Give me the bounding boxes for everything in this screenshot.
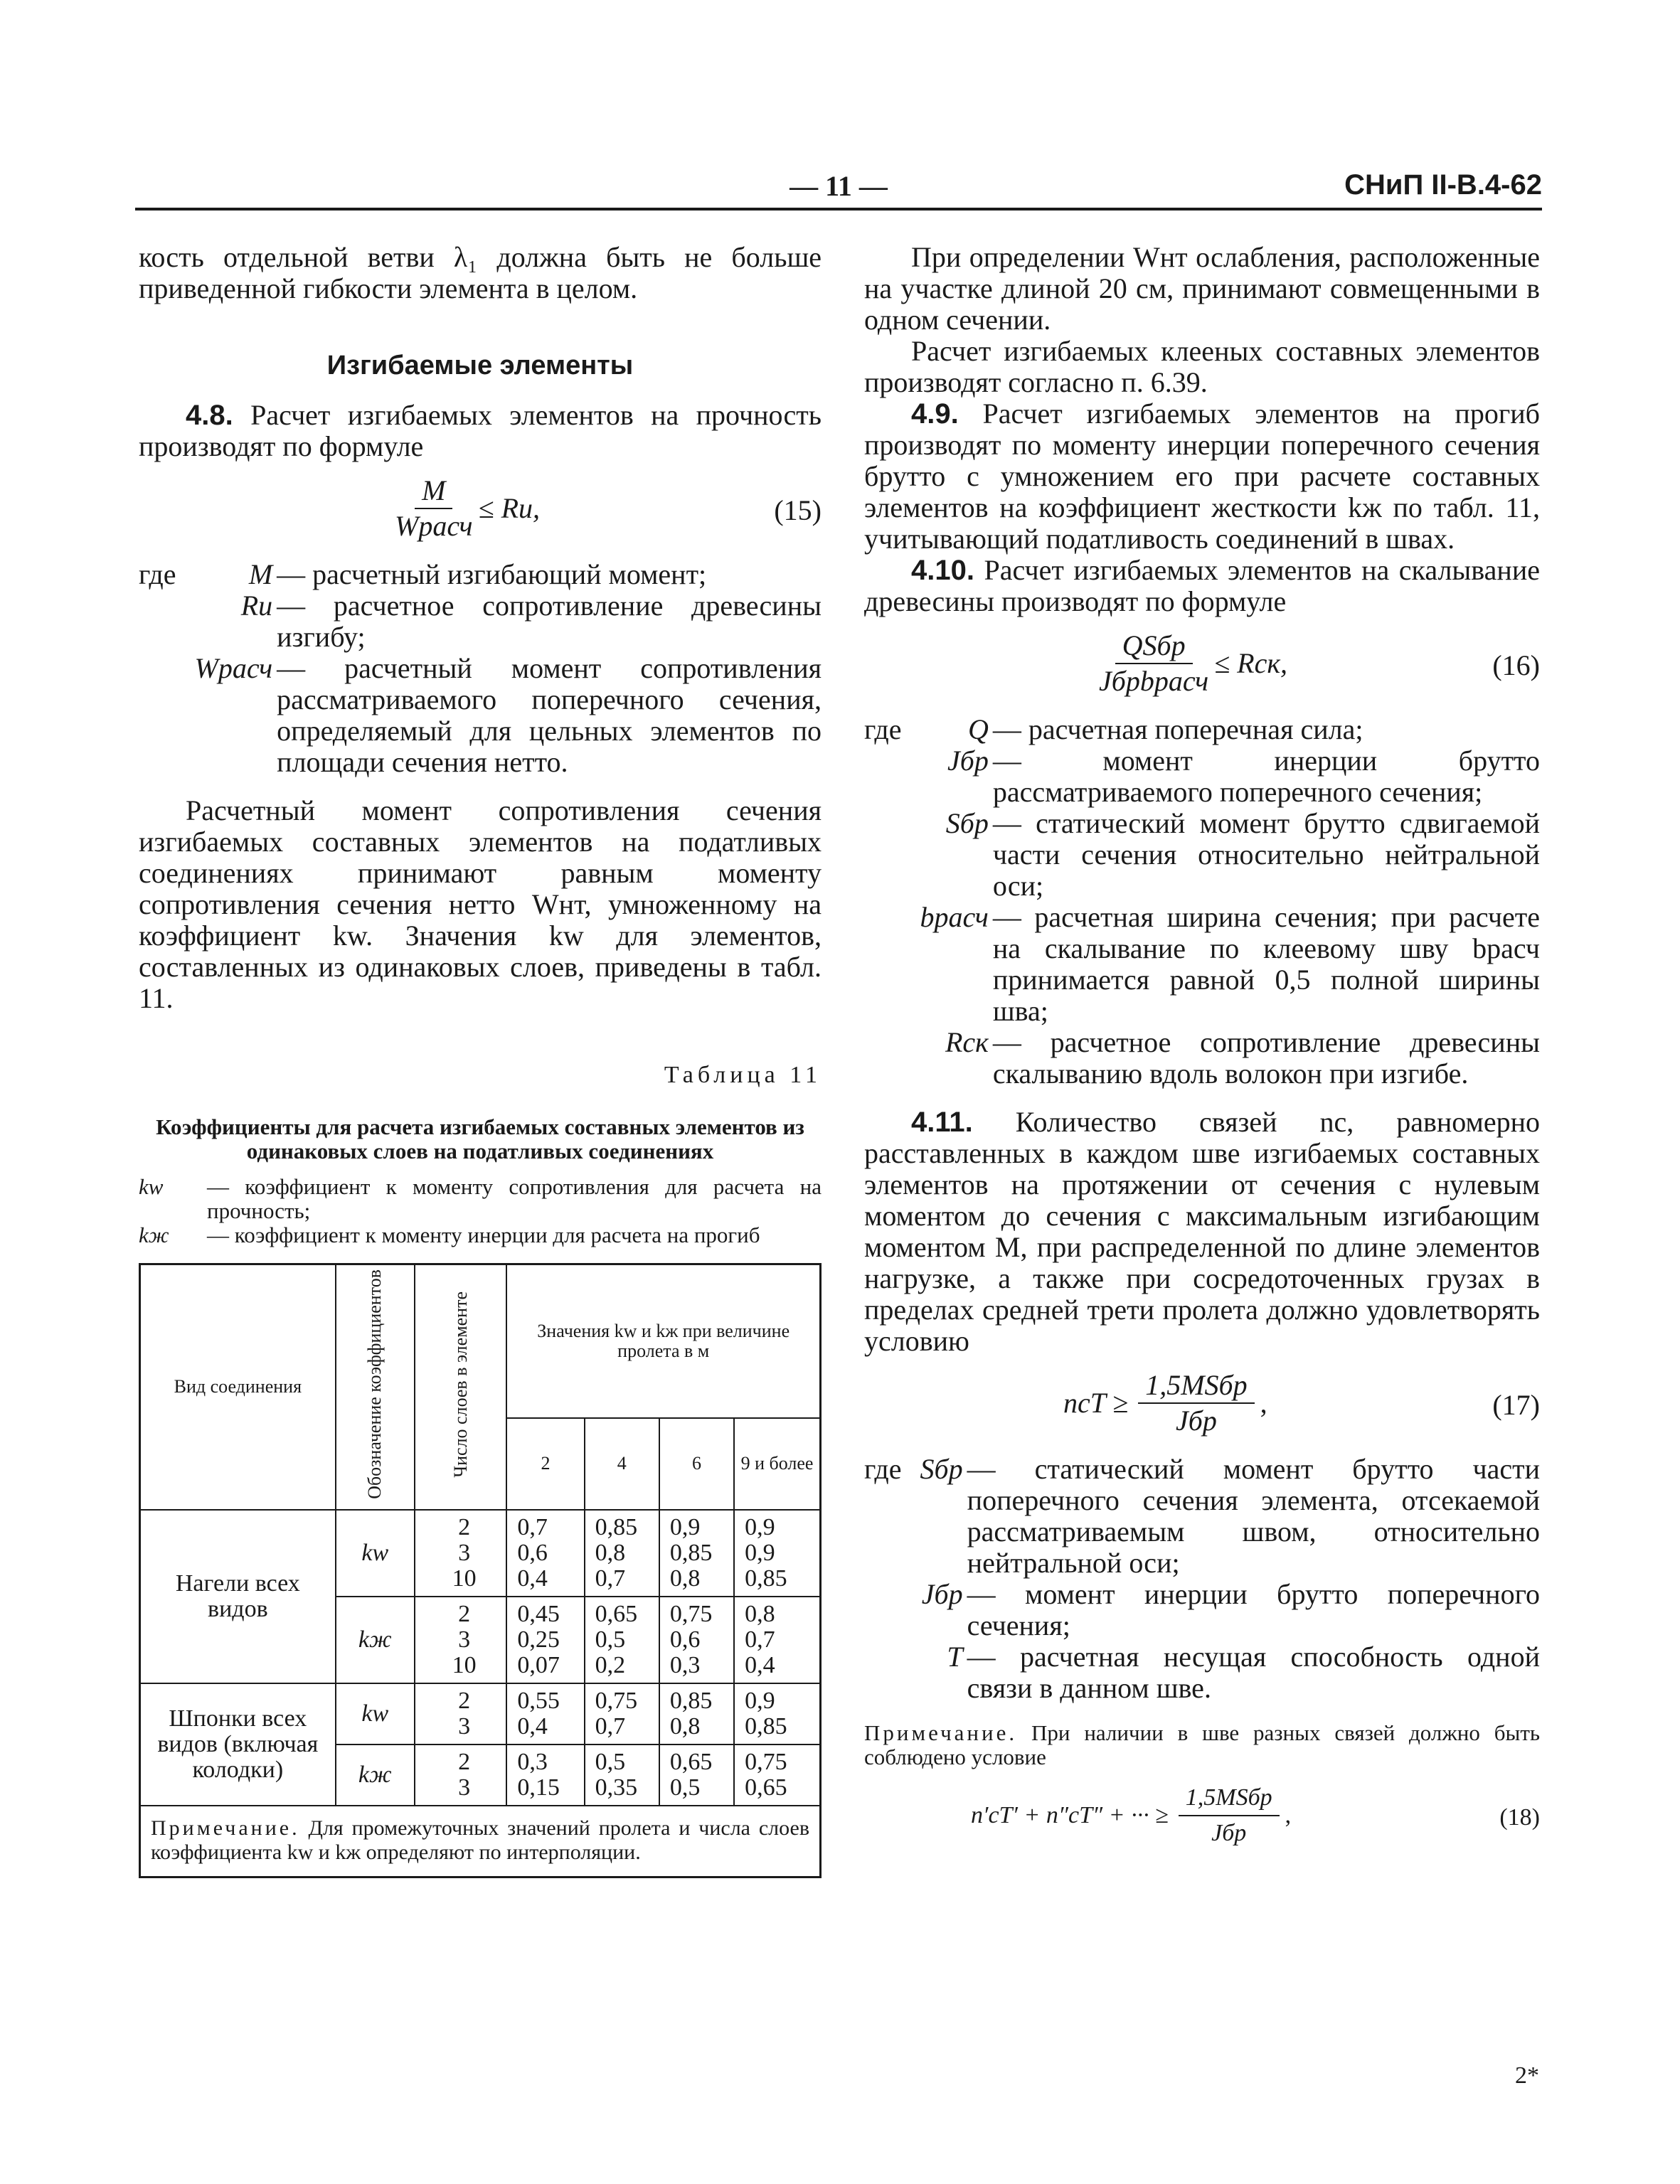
value-cell: 0,5 0,35 <box>585 1744 659 1806</box>
numerator: 1,5MSбр <box>1179 1782 1280 1816</box>
header-span: 2 <box>506 1418 584 1510</box>
def-lead <box>139 590 191 653</box>
formula-body <box>1099 630 1287 697</box>
table-note <box>140 1806 821 1877</box>
definitions-16 <box>864 714 1540 1090</box>
clause-number: 4.9. <box>911 398 959 430</box>
formula-16 <box>864 630 1540 701</box>
value-cell: 0,55 0,4 <box>506 1683 584 1744</box>
coefficients-table <box>139 1263 822 1878</box>
clause-4-11 <box>864 1107 1540 1357</box>
connection-name: Шпонки всех видов (включая колодки) <box>140 1683 336 1806</box>
def-symbol: bрасч <box>920 901 989 933</box>
value-cell: 0,3 0,15 <box>506 1744 584 1806</box>
value-cell: 0,45 0,25 0,07 <box>506 1597 584 1683</box>
def-symbol: T <box>947 1641 963 1673</box>
denominator: Jбрbрасч <box>1099 665 1209 697</box>
def-text: — статический момент брутто части поперечного сечения элемента, отсекаемой рассматриваемым швом, относительно нейтральной оси; <box>967 1453 1540 1579</box>
clause-text: Расчет изгибаемых элементов на прочность производят по формуле <box>139 399 822 462</box>
header-rule <box>135 208 1542 211</box>
def-lead <box>864 902 916 1027</box>
connection-name: Нагели всех видов <box>140 1510 336 1683</box>
clause-4-10 <box>864 555 1540 617</box>
def-text: — расчетная несущая способность одной связи в данном шве. <box>967 1641 1540 1704</box>
note-label: Примечание. <box>151 1816 300 1840</box>
formula-body <box>1063 1370 1267 1437</box>
header-span: 9 и более <box>734 1418 820 1510</box>
def-lead: где <box>864 1453 902 1485</box>
table-title: Коэффициенты для расчета изгибаемых составных элементов из одинаковых слоев на податливых соединениях <box>156 1114 804 1163</box>
definitions-15 <box>139 559 822 778</box>
moment-paragraph: Расчетный момент сопротивления сечения изгибаемых составных элементов на податливых соединениях принимают равным моменту сопротивления сечения нетто Wнт, умноженному на коэффициент kw. Значения kw для элементов, составленных из одинаковых слоев, приведены в табл. 11. <box>139 794 822 1014</box>
layers-cell: 2 3 <box>415 1683 506 1744</box>
clause-number: 4.8. <box>186 400 233 431</box>
formula-tail: , <box>1285 1802 1292 1828</box>
numerator: 1,5MSбр <box>1138 1370 1254 1404</box>
table-legend-row <box>139 1223 822 1247</box>
formula-body <box>395 475 540 542</box>
def-text: — расчетный момент сопротивления рассматриваемого поперечного сечения, определяемый для цельных элементов по площади сечения нетто. <box>277 652 822 778</box>
denominator: Wрасч <box>395 510 473 542</box>
value-cell: 0,8 0,7 0,4 <box>734 1597 820 1683</box>
clause-number: 4.10. <box>911 555 974 586</box>
def-lead <box>864 1579 916 1641</box>
header-span: 6 <box>659 1418 734 1510</box>
layers-cell: 2 3 10 <box>415 1510 506 1597</box>
formula-15 <box>139 475 822 546</box>
fraction <box>395 475 473 542</box>
relation: ≤ Rи, <box>478 492 541 524</box>
value-cell: 0,75 0,6 0,3 <box>659 1597 734 1683</box>
value-cell: 0,9 0,85 0,8 <box>659 1510 734 1597</box>
def-text: — расчетное сопротивление древесины изгибу; <box>277 590 822 653</box>
formula-lhs: n′сT′ + n″сT″ + ··· ≥ <box>971 1802 1169 1828</box>
note-label: Примечание. <box>864 1720 1018 1745</box>
value-cell: 0,9 0,9 0,85 <box>734 1510 820 1597</box>
formula-lhs: nсT ≥ <box>1063 1387 1129 1419</box>
clause-4-8 <box>139 400 822 462</box>
header-layers: Число слоев в элементе <box>450 1291 471 1478</box>
formula-17 <box>864 1370 1540 1441</box>
fraction <box>1179 1782 1280 1849</box>
note-text: При наличии в шве разных связей должно быть соблюдено условие <box>864 1720 1541 1769</box>
value-cell: 0,85 0,8 <box>659 1683 734 1744</box>
section-title: Изгибаемые элементы <box>326 351 634 380</box>
formula-body <box>971 1782 1291 1849</box>
table-caption: Таблица 11 <box>664 1062 822 1088</box>
page-number: — 11 — <box>790 170 888 202</box>
formula-label: (17) <box>1492 1389 1540 1421</box>
signature-mark: 2* <box>1515 2062 1539 2089</box>
table-row <box>140 1683 821 1744</box>
clause-text: Расчет изгибаемых элементов на скалывание древесины производят по формуле <box>864 554 1540 617</box>
value-cell: 0,9 0,85 <box>734 1683 820 1744</box>
def-text: — расчетная ширина сечения; при расчете на скалывание по клеевому шву bрасч принимается равной 0,5 полной ширины шва; <box>992 901 1540 1027</box>
def-symbol: Wрасч <box>194 652 273 684</box>
value-cell: 0,75 0,65 <box>734 1744 820 1806</box>
clause-number: 4.11. <box>911 1107 973 1138</box>
value-cell: 0,65 0,5 0,2 <box>585 1597 659 1683</box>
coef-symbol-text: kw <box>361 1700 389 1727</box>
value-cell: 0,65 0,5 <box>659 1744 734 1806</box>
right-column <box>864 242 1540 1866</box>
value-cell: 0,7 0,6 0,4 <box>506 1510 584 1597</box>
def-lead <box>864 745 916 808</box>
coef-symbol-text: kж <box>358 1626 392 1653</box>
def-symbol: Jбр <box>947 745 989 777</box>
coef-symbol <box>336 1683 415 1744</box>
def-lead <box>864 808 916 902</box>
left-column <box>139 242 822 1878</box>
note-text: Для промежуточных значений пролета и числа слоев коэффициента kw и kж определяют по интерполяции. <box>151 1816 810 1864</box>
def-lead <box>864 1641 916 1704</box>
def-lead: где <box>864 713 902 745</box>
relation: ≤ Rск, <box>1214 647 1288 679</box>
value-cell: 0,85 0,8 0,7 <box>585 1510 659 1597</box>
formula-18 <box>864 1782 1540 1853</box>
table-row <box>140 1510 821 1597</box>
formula-label: (16) <box>1492 649 1540 681</box>
header-values: Значения kw и kж при величине пролета в м <box>506 1264 820 1418</box>
def-symbol: Jбр <box>921 1578 963 1610</box>
legend-text: — коэффициент к моменту инерции для расчета на прогиб <box>207 1222 760 1247</box>
denominator: Jбр <box>1176 1405 1217 1437</box>
header-coef-cell <box>336 1264 415 1510</box>
def-symbol: M <box>248 558 273 590</box>
def-symbol: Rск <box>945 1026 989 1058</box>
layers-cell: 2 3 10 <box>415 1597 506 1683</box>
paragraph: Расчет изгибаемых клееных составных элементов производят согласно п. 6.39. <box>864 335 1540 398</box>
paragraph: При определении Wнт ослабления, расположенные на участке длиной 20 см, принимают совмещенными в одном сечении. <box>864 241 1540 336</box>
def-text: — расчетная поперечная сила; <box>992 713 1363 745</box>
coef-symbol <box>336 1744 415 1806</box>
def-symbol: Sбр <box>945 807 989 839</box>
def-lead <box>139 653 191 778</box>
value-cell: 0,75 0,7 <box>585 1683 659 1744</box>
def-lead: где <box>139 558 176 590</box>
document-code: СНиП II-В.4-62 <box>1344 169 1542 201</box>
header-span: 4 <box>585 1418 659 1510</box>
def-symbol: Sбр <box>920 1453 963 1485</box>
coef-symbol-text: kж <box>358 1761 392 1788</box>
coef-symbol-text: kw <box>361 1539 389 1566</box>
denominator: Jбр <box>1211 1820 1247 1846</box>
note-paragraph <box>864 1721 1540 1769</box>
definitions-17 <box>864 1454 1540 1704</box>
def-text: — расчетный изгибающий момент; <box>277 558 707 590</box>
page-header <box>135 165 1542 208</box>
numerator: QSбр <box>1115 630 1193 664</box>
fraction <box>1138 1370 1254 1437</box>
legend-symbol: kж <box>139 1222 169 1247</box>
legend-text: — коэффициент к моменту сопротивления для расчета на прочность; <box>207 1174 822 1223</box>
clause-4-9 <box>864 398 1540 555</box>
coef-symbol <box>336 1510 415 1597</box>
formula-label: (18) <box>1499 1804 1540 1831</box>
table-header-row <box>140 1264 821 1418</box>
clause-text: Количество связей nс, равномерно расставленных в каждом шве изгибаемых составных элементов на протяжении от сечения с нулевым моментом до сечения с максимальным изгибающим моментом M, при распределенной по длине элементов нагрузке, а также при сосредоточенных грузах в пределах средней трети пролета должно удовлетворять условию <box>864 1106 1540 1357</box>
def-text: — момент инерции брутто рассматриваемого поперечного сечения; <box>992 745 1540 808</box>
layers-cell: 2 3 <box>415 1744 506 1806</box>
header-layers-cell <box>415 1264 506 1510</box>
def-symbol: Q <box>967 713 989 745</box>
def-lead <box>864 1027 916 1090</box>
table-note-row <box>140 1806 821 1877</box>
header-connection: Вид соединения <box>140 1264 336 1510</box>
coef-symbol <box>336 1597 415 1683</box>
header-coef: Обозначение коэффициентов <box>364 1269 386 1499</box>
def-symbol: Rи <box>240 590 273 622</box>
def-text: — расчетное сопротивление древесины скалыванию вдоль волокон при изгибе. <box>992 1026 1540 1090</box>
def-text: — статический момент брутто сдвигаемой части сечения относительно нейтральной оси; <box>992 807 1540 902</box>
formula-label: (15) <box>774 494 822 526</box>
numerator: M <box>415 475 452 509</box>
fraction <box>1099 630 1208 697</box>
def-text: — момент инерции брутто поперечного сечения; <box>967 1578 1540 1641</box>
table-legend-row <box>139 1175 822 1223</box>
intro-paragraph: кость отдельной ветви λ₁ должна быть не больше приведенной гибкости элемента в целом. <box>139 241 822 304</box>
legend-symbol: kw <box>139 1174 164 1199</box>
clause-text: Расчет изгибаемых элементов на прогиб производят по моменту инерции поперечного сечения брутто с умножением его при расчете составных элементов на коэффициент жесткости kж по табл. 11, учитывающий податливость соединений в швах. <box>864 398 1541 555</box>
formula-tail: , <box>1260 1387 1267 1419</box>
